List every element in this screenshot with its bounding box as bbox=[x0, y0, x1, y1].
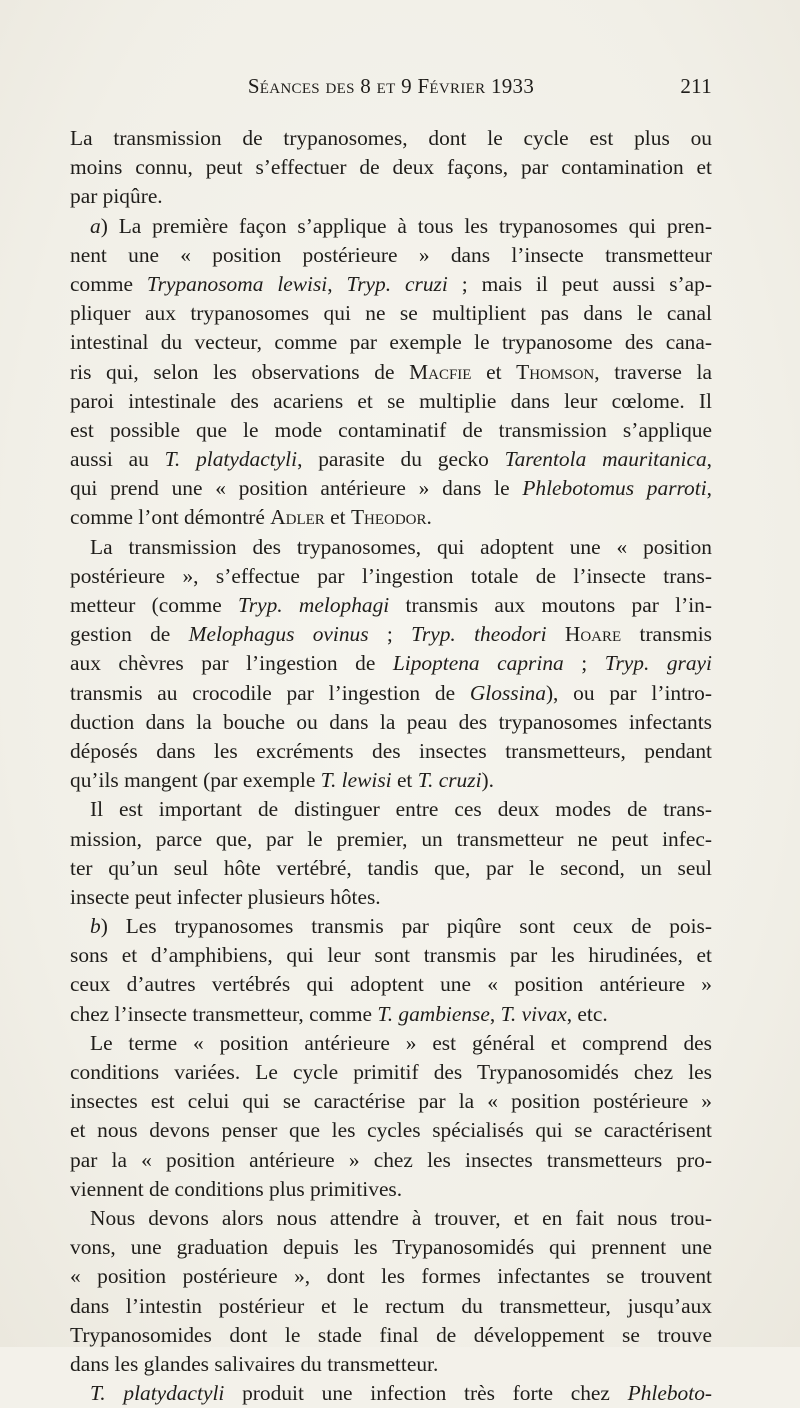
text-segment: , traverse la bbox=[594, 359, 712, 384]
text-segment: est possible que le mode contaminatif de transmission s’applique bbox=[70, 417, 712, 442]
text-segment: vons, une graduation depuis les Trypanosomidés qui prennent une bbox=[70, 1235, 712, 1260]
text-segment: comme l’ont démontré bbox=[70, 505, 271, 530]
text-segment: ), ou par l’intro- bbox=[545, 680, 712, 705]
italic-text: T. platydactyli bbox=[90, 1381, 225, 1406]
text-segment: insecte peut infecter plusieurs hôtes. bbox=[70, 884, 381, 909]
text-line bbox=[70, 1204, 712, 1233]
text-line bbox=[70, 708, 712, 737]
text-line bbox=[70, 124, 712, 153]
text-segment: transmis aux moutons par l’in- bbox=[389, 593, 713, 617]
text-segment: dans l’intestin postérieur et le rectum du transmetteur, jusqu’aux bbox=[70, 1293, 712, 1318]
text-line bbox=[70, 212, 712, 241]
text-segment: ) La première façon s’applique à tous les trypanosomes qui pren- bbox=[100, 213, 712, 238]
text-line bbox=[70, 591, 712, 620]
italic-text: Tarentola mauritanica bbox=[504, 447, 707, 472]
text-segment: Trypanosomides dont le stade final de développement se trouve bbox=[70, 1322, 712, 1347]
text-line bbox=[70, 1087, 712, 1116]
text-segment: postérieure », s’effectue par l’ingestion totale de l’insecte trans- bbox=[70, 563, 712, 588]
text-line bbox=[70, 1292, 712, 1321]
text-segment: et bbox=[391, 768, 418, 793]
italic-text: Lipoptena caprina bbox=[392, 651, 564, 676]
text-segment: ). bbox=[481, 768, 495, 793]
italic-text: T. lewisi bbox=[320, 768, 392, 793]
text-segment: qu’ils mangent (par exemple bbox=[70, 768, 321, 793]
small-caps-name: Adler bbox=[270, 505, 325, 530]
text-segment: « position postérieure », dont les formes infectantes se trouvent bbox=[70, 1264, 712, 1289]
text-segment: mission, parce que, par le premier, un transmetteur ne peut infec- bbox=[70, 826, 712, 851]
text-segment: ) Les trypanosomes transmis par piqûre sont ceux de pois- bbox=[100, 914, 712, 939]
text-segment: par piqûre. bbox=[70, 184, 163, 209]
text-segment: paroi intestinale des acariens et se multiplie dans leur cœlome. Il bbox=[70, 388, 712, 413]
text-line bbox=[70, 1233, 712, 1262]
text-segment: , bbox=[706, 476, 712, 501]
italic-text: Glossina bbox=[469, 680, 546, 705]
italic-text: T. gambiense bbox=[377, 1001, 490, 1026]
text-line bbox=[70, 1146, 712, 1175]
page-header bbox=[70, 74, 712, 104]
small-caps-name: Macfie bbox=[409, 359, 472, 384]
text-line bbox=[70, 1058, 712, 1087]
text-segment: , etc. bbox=[566, 1001, 608, 1026]
text-line bbox=[70, 358, 712, 387]
text-line bbox=[70, 912, 712, 941]
text-segment: , bbox=[706, 447, 713, 472]
text-line bbox=[70, 474, 712, 503]
text-segment: transmis bbox=[621, 622, 712, 647]
text-segment: dans les glandes salivaires du transmetteur. bbox=[70, 1351, 439, 1376]
text-segment: comme bbox=[70, 271, 147, 296]
text-line bbox=[70, 445, 712, 474]
page-number: 211 bbox=[680, 74, 712, 98]
text-line bbox=[70, 1379, 712, 1408]
text-line bbox=[70, 1321, 712, 1350]
italic-text: Tryp. cruzi bbox=[346, 271, 448, 296]
text-line bbox=[70, 825, 712, 854]
text-segment: Le terme « position antérieure » est général et comprend des bbox=[90, 1030, 712, 1055]
text-segment: qui prend une « position antérieure » dans le bbox=[70, 476, 523, 501]
text-line bbox=[70, 533, 712, 562]
text-segment: , bbox=[489, 1001, 501, 1026]
text-line bbox=[70, 299, 712, 328]
text-segment: ; bbox=[368, 622, 412, 647]
text-segment: aussi au bbox=[70, 447, 165, 472]
text-line bbox=[70, 883, 712, 912]
text-segment: transmis au crocodile par l’ingestion de bbox=[70, 680, 470, 705]
italic-text: Melophagus ovinus bbox=[188, 622, 369, 647]
text-line bbox=[70, 241, 712, 270]
text-line bbox=[70, 182, 712, 211]
text-segment: ceux d’autres vertébrés qui adoptent une « position antérieure » bbox=[70, 972, 712, 997]
text-segment: , bbox=[327, 271, 347, 296]
text-line bbox=[70, 1116, 712, 1145]
italic-text: Phleboto- bbox=[627, 1381, 713, 1406]
text-line bbox=[70, 328, 712, 357]
italic-text: T. platydactyli bbox=[164, 447, 298, 472]
text-line bbox=[70, 970, 712, 999]
text-segment: , parasite du gecko bbox=[297, 447, 505, 472]
text-segment: metteur (comme bbox=[70, 593, 239, 617]
text-line bbox=[70, 1175, 712, 1204]
text-line bbox=[70, 649, 712, 678]
text-segment: . bbox=[426, 505, 432, 530]
text-segment: déposés dans les excréments des insectes transmetteurs, pendant bbox=[70, 738, 712, 763]
text-segment bbox=[547, 622, 565, 646]
text-segment: par la « position antérieure » chez les insectes transmetteurs pro- bbox=[70, 1147, 712, 1172]
italic-text: Trypanosoma lewisi bbox=[146, 271, 328, 296]
text-line bbox=[70, 766, 712, 795]
text-segment: insectes est celui qui se caractérise par la « position postérieure » bbox=[70, 1089, 712, 1114]
text-line bbox=[70, 1000, 712, 1029]
text-segment: conditions variées. Le cycle primitif des Trypanosomidés chez les bbox=[70, 1060, 712, 1084]
text-segment: nent une « position postérieure » dans l’insecte transmetteur bbox=[70, 242, 712, 267]
running-title: Séances des 8 et 9 Février 1933 bbox=[247, 74, 535, 98]
text-line bbox=[70, 503, 712, 532]
text-line bbox=[70, 795, 712, 824]
italic-text: Tryp. theodori bbox=[411, 622, 547, 647]
text-line bbox=[70, 1029, 712, 1058]
text-segment: chez l’insecte transmetteur, comme bbox=[70, 1001, 378, 1026]
text-line bbox=[70, 153, 712, 182]
text-segment: Il est important de distinguer entre ces deux modes de trans- bbox=[90, 797, 712, 822]
text-segment: moins connu, peut s’effectuer de deux façons, par contamination et bbox=[70, 155, 712, 180]
text-segment: gestion de bbox=[70, 622, 189, 647]
text-segment: duction dans la bouche ou dans la peau des trypanosomes infectants bbox=[70, 709, 712, 734]
text-segment: intestinal du vecteur, comme par exemple le trypanosome des cana- bbox=[70, 330, 712, 355]
text-segment: et bbox=[324, 505, 351, 530]
italic-text: T. cruzi bbox=[417, 768, 482, 793]
small-caps-name: Theodor bbox=[350, 505, 427, 530]
text-segment: pliquer aux trypanosomes qui ne se multiplient pas dans le canal bbox=[70, 301, 712, 326]
text-segment: La transmission de trypanosomes, dont le cycle est plus ou bbox=[70, 126, 712, 150]
text-line bbox=[70, 1262, 712, 1291]
small-caps-name: Hoare bbox=[564, 622, 622, 647]
text-segment: et bbox=[471, 359, 517, 384]
italic-text: T. vivax bbox=[500, 1001, 567, 1026]
text-line bbox=[70, 387, 712, 416]
body-text bbox=[70, 124, 712, 1408]
text-line bbox=[70, 854, 712, 883]
text-line bbox=[70, 270, 712, 299]
text-line bbox=[70, 620, 712, 649]
text-line bbox=[70, 1350, 712, 1379]
text-line bbox=[70, 416, 712, 445]
italic-text: b bbox=[90, 914, 101, 939]
italic-text: Tryp. melophagi bbox=[238, 593, 390, 617]
text-segment: sons et d’amphibiens, qui leur sont transmis par les hirudinées, et bbox=[70, 943, 712, 968]
italic-text: Phlebotomus parroti bbox=[522, 476, 707, 501]
text-segment: ris qui, selon les observations de bbox=[70, 359, 410, 384]
text-segment: et nous devons penser que les cycles spécialisés qui se caractérisent bbox=[70, 1118, 712, 1143]
italic-text: a bbox=[90, 213, 101, 238]
text-line bbox=[70, 679, 712, 708]
text-segment: ; mais il peut aussi s’ap- bbox=[447, 271, 712, 296]
small-caps-name: Thomson bbox=[516, 359, 595, 384]
text-line bbox=[70, 737, 712, 766]
text-line bbox=[70, 562, 712, 591]
text-segment: produit une infection très forte chez bbox=[224, 1381, 628, 1406]
italic-text: Tryp. grayi bbox=[604, 651, 712, 676]
text-segment: La transmission des trypanosomes, qui adoptent une « position bbox=[90, 534, 712, 559]
text-segment: aux chèvres par l’ingestion de bbox=[70, 651, 393, 676]
text-segment: Nous devons alors nous attendre à trouver, et en fait nous trou- bbox=[90, 1205, 712, 1230]
text-line bbox=[70, 941, 712, 970]
text-segment: ter qu’un seul hôte vertébré, tandis que, par le second, un seul bbox=[70, 855, 712, 880]
text-segment: viennent de conditions plus primitives. bbox=[70, 1176, 403, 1201]
text-segment: ; bbox=[563, 651, 605, 676]
